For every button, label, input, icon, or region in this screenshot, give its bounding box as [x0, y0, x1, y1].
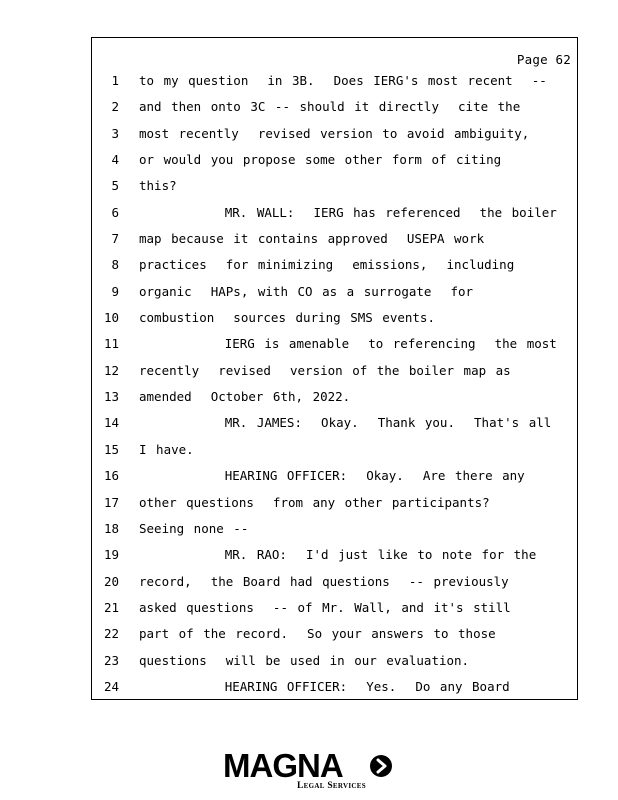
- transcript-line: [92, 599, 577, 625]
- line-number: 3: [111, 125, 119, 141]
- transcript-line: [92, 388, 577, 414]
- line-number: 8: [111, 257, 119, 273]
- line-text: this?: [139, 178, 177, 194]
- line-text: combustion sources during SMS events.: [139, 310, 435, 326]
- line-text: record, the Board had questions -- previously: [139, 573, 509, 589]
- line-number: 13: [103, 389, 119, 405]
- line-number: 1: [111, 73, 119, 88]
- line-text: to my question in 3B. Does IERG's most recent --: [139, 73, 547, 88]
- transcript-line: [92, 467, 577, 493]
- line-text: Seeing none --: [139, 520, 249, 536]
- logo-subtext: Legal Services: [297, 781, 366, 791]
- magna-logo: [223, 748, 398, 792]
- transcript-line: [92, 204, 577, 230]
- line-number: 16: [103, 468, 119, 484]
- line-number: 20: [103, 573, 119, 589]
- line-text: other questions from any other participants?: [139, 494, 490, 510]
- transcript-line: [92, 151, 577, 177]
- line-text: practices for minimizing emissions, including: [139, 257, 515, 273]
- transcript-line: [92, 98, 577, 124]
- line-text: I have.: [139, 441, 194, 457]
- transcript-line: [92, 72, 577, 98]
- transcript-line: [92, 362, 577, 388]
- transcript-line: [92, 652, 577, 678]
- line-text: or would you propose some other form of citing: [139, 152, 502, 168]
- line-text: amended October 6th, 2022.: [139, 389, 351, 405]
- transcript-line: [92, 414, 577, 440]
- line-text: questions will be used in our evaluation.: [139, 652, 470, 668]
- transcript-line: [92, 230, 577, 256]
- line-number: 23: [103, 652, 119, 668]
- line-number: 18: [103, 520, 119, 536]
- transcript-line: [92, 546, 577, 572]
- transcript-line: [92, 283, 577, 309]
- transcript-line: [92, 625, 577, 651]
- line-text: IERG is amenable to referencing the most: [139, 336, 557, 352]
- line-number: 9: [111, 283, 119, 299]
- logo-wordmark: MAGNA: [223, 747, 343, 784]
- line-text: part of the record. So your answers to those: [139, 626, 496, 642]
- transcript-line: [92, 309, 577, 335]
- transcript-line: [92, 520, 577, 546]
- line-number: 5: [111, 178, 119, 194]
- line-text: organic HAPs, with CO as a surrogate for: [139, 283, 474, 299]
- line-text: map because it contains approved USEPA work: [139, 231, 485, 247]
- line-text: recently revised version of the boiler map as: [139, 362, 511, 378]
- transcript-line: [92, 441, 577, 467]
- line-text: MR. WALL: IERG has referenced the boiler: [139, 204, 557, 220]
- line-number: 2: [111, 99, 119, 115]
- line-number: 21: [103, 599, 119, 615]
- line-number: 17: [103, 494, 119, 510]
- transcript-line: [92, 335, 577, 361]
- transcript-line: [92, 573, 577, 599]
- line-text: HEARING OFFICER: Yes. Do any Board: [139, 678, 510, 694]
- line-number: 19: [103, 547, 119, 563]
- line-text: HEARING OFFICER: Okay. Are there any: [139, 468, 525, 484]
- line-text: MR. RAO: I'd just like to note for the: [139, 547, 537, 563]
- transcript-page: [91, 37, 578, 700]
- transcript-line: [92, 678, 577, 704]
- line-text: and then onto 3C -- should it directly cite the: [139, 99, 521, 115]
- transcript-lines: [92, 72, 577, 704]
- line-text: MR. JAMES: Okay. Thank you. That's all: [139, 415, 552, 431]
- line-number: 4: [111, 152, 119, 168]
- line-text: asked questions -- of Mr. Wall, and it's still: [139, 599, 511, 615]
- chevron-right-icon: [370, 755, 392, 777]
- line-number: 12: [103, 362, 119, 378]
- transcript-line: [92, 177, 577, 203]
- line-number: 11: [103, 336, 119, 352]
- line-number: 15: [103, 441, 119, 457]
- transcript-line: [92, 494, 577, 520]
- page-number: Page 62: [516, 52, 571, 67]
- line-number: 10: [103, 310, 119, 326]
- transcript-line: [92, 125, 577, 151]
- line-number: 14: [103, 415, 119, 431]
- line-text: most recently revised version to avoid ambiguity,: [139, 125, 530, 141]
- line-number: 22: [103, 626, 119, 642]
- line-number: 6: [111, 204, 119, 220]
- line-number: 24: [103, 678, 119, 694]
- line-number: 7: [111, 231, 119, 247]
- transcript-line: [92, 256, 577, 282]
